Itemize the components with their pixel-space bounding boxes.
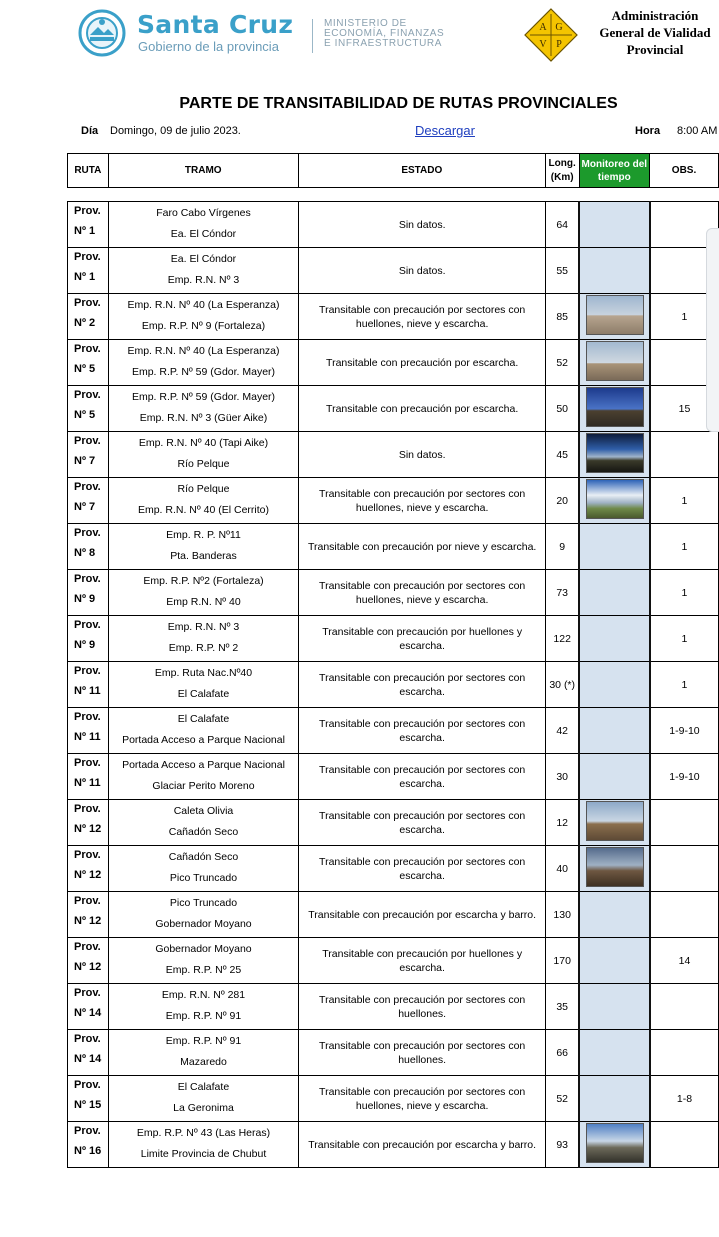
table-row bbox=[68, 754, 719, 800]
segment-cell bbox=[108, 984, 298, 1030]
length-cell: 52 bbox=[546, 340, 580, 386]
route-number: Nº 8 bbox=[74, 547, 96, 559]
route-cell bbox=[68, 938, 109, 984]
segment-end: Mazaredo bbox=[180, 1056, 227, 1068]
agency-line-2: General de Vialidad bbox=[599, 25, 711, 40]
table-row bbox=[68, 570, 719, 616]
route-cell bbox=[68, 202, 109, 248]
route-cell bbox=[68, 662, 109, 708]
segment-start: Gobernador Moyano bbox=[155, 943, 252, 955]
status-cell: Sin datos. bbox=[299, 202, 546, 248]
segment-cell bbox=[108, 1122, 298, 1168]
weather-camera-thumbnail[interactable] bbox=[586, 801, 644, 841]
length-cell: 73 bbox=[546, 570, 580, 616]
segment-end: Emp. R.N. Nº 3 bbox=[167, 274, 240, 286]
segment-end: Portada Acceso a Parque Nacional bbox=[122, 734, 285, 746]
time-label: Hora bbox=[635, 125, 661, 137]
route-prefix: Prov. bbox=[74, 205, 101, 217]
segment-start: Caleta Olivia bbox=[173, 805, 234, 817]
header-divider bbox=[312, 19, 313, 53]
route-cell bbox=[68, 432, 109, 478]
route-number: Nº 1 bbox=[74, 225, 96, 237]
length-cell: 30 bbox=[546, 754, 580, 800]
agvp-letter-a: A bbox=[539, 22, 547, 33]
segment-end: Río Pelque bbox=[177, 458, 230, 470]
length-cell: 12 bbox=[546, 800, 580, 846]
segment-cell bbox=[108, 892, 298, 938]
route-cell bbox=[68, 340, 109, 386]
table-row bbox=[68, 708, 719, 754]
table-row bbox=[68, 248, 719, 294]
segment-start: Ea. El Cóndor bbox=[170, 253, 237, 265]
ministry-line-2: ECONOMÍA, FINANZAS bbox=[324, 28, 445, 39]
status-cell: Sin datos. bbox=[299, 248, 546, 294]
table-row bbox=[68, 202, 719, 248]
status-cell: Transitable con precaución por sectores con huellones, nieve y escarcha. bbox=[299, 478, 546, 524]
route-prefix: Prov. bbox=[74, 711, 101, 723]
weather-monitor-cell bbox=[579, 754, 650, 800]
segment-start: Cañadón Seco bbox=[168, 851, 239, 863]
observations-cell: 1 bbox=[650, 662, 719, 708]
observations-cell bbox=[650, 432, 719, 478]
segment-end: Pico Truncado bbox=[169, 872, 238, 884]
length-cell: 45 bbox=[546, 432, 580, 478]
weather-monitor-cell bbox=[579, 1122, 650, 1168]
route-number: Nº 12 bbox=[74, 869, 102, 881]
weather-camera-thumbnail[interactable] bbox=[586, 387, 644, 427]
route-prefix: Prov. bbox=[74, 527, 101, 539]
route-number: Nº 14 bbox=[74, 1007, 102, 1019]
weather-monitor-cell bbox=[579, 340, 650, 386]
time-value: 8:00 AM bbox=[677, 125, 718, 137]
observations-cell bbox=[650, 800, 719, 846]
length-cell: 50 bbox=[546, 386, 580, 432]
table-row bbox=[68, 800, 719, 846]
segment-cell bbox=[108, 386, 298, 432]
observations-cell: 1 bbox=[650, 570, 719, 616]
weather-monitor-cell bbox=[579, 892, 650, 938]
route-prefix: Prov. bbox=[74, 481, 101, 493]
roads-table bbox=[67, 201, 719, 1168]
table-row bbox=[68, 892, 719, 938]
weather-monitor-cell bbox=[579, 570, 650, 616]
weather-camera-thumbnail[interactable] bbox=[586, 1123, 644, 1163]
route-prefix: Prov. bbox=[74, 895, 101, 907]
col-ruta: RUTA bbox=[68, 154, 109, 188]
segment-cell bbox=[108, 616, 298, 662]
col-obs: OBS. bbox=[650, 154, 719, 188]
route-cell bbox=[68, 1122, 109, 1168]
route-cell bbox=[68, 708, 109, 754]
weather-monitor-cell bbox=[579, 1030, 650, 1076]
download-link[interactable]: Descargar bbox=[415, 123, 475, 138]
status-cell: Transitable con precaución por sectores con escarcha. bbox=[299, 846, 546, 892]
table-row bbox=[68, 1030, 719, 1076]
segment-end: Emp. R.P. Nº 25 bbox=[165, 964, 242, 976]
route-prefix: Prov. bbox=[74, 573, 101, 585]
col-long bbox=[545, 154, 579, 188]
route-cell bbox=[68, 386, 109, 432]
route-cell bbox=[68, 1076, 109, 1122]
table-row bbox=[68, 432, 719, 478]
segment-cell bbox=[108, 524, 298, 570]
length-cell: 85 bbox=[546, 294, 580, 340]
route-number: Nº 11 bbox=[74, 685, 101, 697]
segment-end: Limite Provincia de Chubut bbox=[140, 1148, 267, 1160]
col-monitoreo-line-1: Monitoreo del bbox=[581, 158, 648, 170]
agency-name bbox=[585, 7, 719, 58]
observations-cell: 1-8 bbox=[650, 1076, 719, 1122]
route-prefix: Prov. bbox=[74, 849, 101, 861]
col-monitoreo-line-2: tiempo bbox=[597, 171, 631, 183]
segment-cell bbox=[108, 570, 298, 616]
observations-cell: 1 bbox=[650, 294, 719, 340]
route-prefix: Prov. bbox=[74, 941, 101, 953]
weather-camera-thumbnail[interactable] bbox=[586, 479, 644, 519]
ministry-line-3: E INFRAESTRUCTURA bbox=[324, 38, 442, 49]
segment-end: Glaciar Perito Moreno bbox=[152, 780, 255, 792]
weather-monitor-cell bbox=[579, 938, 650, 984]
weather-camera-thumbnail[interactable] bbox=[586, 433, 644, 473]
route-prefix: Prov. bbox=[74, 1033, 101, 1045]
table-row bbox=[68, 294, 719, 340]
agency-line-3: Provincial bbox=[626, 42, 684, 57]
route-cell bbox=[68, 800, 109, 846]
segment-cell bbox=[108, 294, 298, 340]
route-cell bbox=[68, 846, 109, 892]
status-cell: Transitable con precaución por escarcha y barro. bbox=[299, 892, 546, 938]
status-cell: Transitable con precaución por sectores con huellones. bbox=[299, 984, 546, 1030]
route-number: Nº 12 bbox=[74, 961, 102, 973]
route-number: Nº 5 bbox=[74, 409, 96, 421]
weather-monitor-cell bbox=[579, 432, 650, 478]
segment-cell bbox=[108, 340, 298, 386]
segment-start: Pico Truncado bbox=[169, 897, 238, 909]
segment-end: Emp. R.P. Nº 9 (Fortaleza) bbox=[141, 320, 266, 332]
route-prefix: Prov. bbox=[74, 757, 101, 769]
day-label: Día bbox=[81, 125, 99, 137]
weather-monitor-cell bbox=[579, 662, 650, 708]
route-prefix: Prov. bbox=[74, 803, 101, 815]
weather-monitor-cell bbox=[579, 524, 650, 570]
route-number: Nº 7 bbox=[74, 501, 96, 513]
route-number: Nº 5 bbox=[74, 363, 96, 375]
status-cell: Transitable con precaución por sectores con huellones, nieve y escarcha. bbox=[299, 294, 546, 340]
segment-cell bbox=[108, 846, 298, 892]
segment-end: Emp R.N. Nº 40 bbox=[166, 596, 241, 608]
segment-cell bbox=[108, 708, 298, 754]
col-monitoreo bbox=[579, 154, 649, 188]
route-prefix: Prov. bbox=[74, 619, 101, 631]
segment-end: La Geronima bbox=[173, 1102, 234, 1114]
status-cell: Transitable con precaución por sectores con escarcha. bbox=[299, 662, 546, 708]
weather-monitor-cell bbox=[579, 984, 650, 1030]
length-cell: 52 bbox=[546, 1076, 580, 1122]
segment-cell bbox=[108, 478, 298, 524]
segment-start: Portada Acceso a Parque Nacional bbox=[122, 759, 285, 771]
route-number: Nº 15 bbox=[74, 1099, 102, 1111]
segment-start: Emp. R.P. Nº 91 bbox=[165, 1035, 242, 1047]
route-cell bbox=[68, 478, 109, 524]
table-row bbox=[68, 478, 719, 524]
segment-cell bbox=[108, 1076, 298, 1122]
document-title: PARTE DE TRANSITABILIDAD DE RUTAS PROVINCIALES bbox=[179, 95, 618, 112]
route-prefix: Prov. bbox=[74, 987, 101, 999]
length-cell: 35 bbox=[546, 984, 580, 1030]
status-cell: Transitable con precaución por sectores con huellones, nieve y escarcha. bbox=[299, 1076, 546, 1122]
observations-cell bbox=[650, 846, 719, 892]
segment-end: Emp. R.N. Nº 40 (El Cerrito) bbox=[137, 504, 269, 516]
segment-start: Emp. R.P. Nº2 (Fortaleza) bbox=[143, 575, 264, 587]
segment-start: Emp. R. P. Nº11 bbox=[166, 529, 241, 541]
weather-monitor-cell bbox=[579, 846, 650, 892]
segment-end: El Calafate bbox=[177, 688, 230, 700]
observations-cell: 14 bbox=[650, 938, 719, 984]
route-prefix: Prov. bbox=[74, 1125, 101, 1137]
route-prefix: Prov. bbox=[74, 343, 101, 355]
route-number: Nº 2 bbox=[74, 317, 96, 329]
ministry-line-1: MINISTERIO DE bbox=[324, 18, 407, 29]
route-cell bbox=[68, 616, 109, 662]
observations-cell bbox=[650, 1030, 719, 1076]
observations-cell: 1-9-10 bbox=[650, 708, 719, 754]
observations-cell: 1 bbox=[650, 478, 719, 524]
status-cell: Transitable con precaución por sectores con escarcha. bbox=[299, 708, 546, 754]
route-cell bbox=[68, 892, 109, 938]
segment-end: Pta. Banderas bbox=[170, 550, 237, 562]
weather-monitor-cell bbox=[579, 1076, 650, 1122]
table-header bbox=[67, 153, 719, 188]
route-prefix: Prov. bbox=[74, 665, 101, 677]
length-cell: 42 bbox=[546, 708, 580, 754]
agency-line-1: Administración bbox=[611, 8, 699, 23]
segment-start: Emp. R.P. Nº 59 (Gdor. Mayer) bbox=[131, 391, 276, 403]
route-number: Nº 14 bbox=[74, 1053, 102, 1065]
weather-monitor-cell bbox=[579, 202, 650, 248]
table-row bbox=[68, 616, 719, 662]
segment-cell bbox=[108, 800, 298, 846]
santa-cruz-seal-icon bbox=[78, 9, 126, 57]
weather-camera-thumbnail[interactable] bbox=[586, 295, 644, 335]
segment-cell bbox=[108, 754, 298, 800]
col-long-line-1: Long. bbox=[548, 158, 576, 169]
agvp-diamond-logo-icon bbox=[524, 8, 578, 62]
route-cell bbox=[68, 1030, 109, 1076]
length-cell: 122 bbox=[546, 616, 580, 662]
length-cell: 66 bbox=[546, 1030, 580, 1076]
route-cell bbox=[68, 754, 109, 800]
table-row bbox=[68, 524, 719, 570]
observations-cell bbox=[650, 984, 719, 1030]
segment-cell bbox=[108, 248, 298, 294]
observations-cell: 1-9-10 bbox=[650, 754, 719, 800]
route-prefix: Prov. bbox=[74, 251, 101, 263]
province-name: Santa Cruz bbox=[137, 10, 294, 39]
table-row bbox=[68, 984, 719, 1030]
segment-start: Emp. R.N. Nº 40 (Tapi Aike) bbox=[138, 437, 269, 449]
route-cell bbox=[68, 294, 109, 340]
page-header bbox=[0, 0, 719, 70]
col-tramo: TRAMO bbox=[108, 154, 298, 188]
segment-start: Emp. R.N. Nº 3 bbox=[167, 621, 240, 633]
segment-cell bbox=[108, 432, 298, 478]
status-cell: Transitable con precaución por sectores con escarcha. bbox=[299, 800, 546, 846]
segment-end: Emp. R.N. Nº 3 (Güer Aike) bbox=[139, 412, 268, 424]
route-number: Nº 11 bbox=[74, 731, 101, 743]
status-cell: Transitable con precaución por escarcha y barro. bbox=[299, 1122, 546, 1168]
segment-end: Cañadón Seco bbox=[168, 826, 239, 838]
agvp-letter-v: V bbox=[539, 39, 547, 50]
weather-monitor-cell bbox=[579, 386, 650, 432]
route-number: Nº 12 bbox=[74, 915, 102, 927]
weather-camera-thumbnail[interactable] bbox=[586, 341, 644, 381]
segment-end: Ea. El Cóndor bbox=[170, 228, 237, 240]
segment-end: Emp. R.P. Nº 91 bbox=[165, 1010, 242, 1022]
route-cell bbox=[68, 570, 109, 616]
province-subtitle: Gobierno de la provincia bbox=[138, 39, 279, 54]
status-cell: Transitable con precaución por sectores con escarcha. bbox=[299, 754, 546, 800]
day-value: Domingo, 09 de julio 2023. bbox=[110, 125, 241, 137]
segment-start: Emp. R.N. Nº 281 bbox=[161, 989, 246, 1001]
agvp-letter-p: P bbox=[556, 39, 562, 50]
table-row bbox=[68, 1122, 719, 1168]
length-cell: 170 bbox=[546, 938, 580, 984]
weather-monitor-cell bbox=[579, 294, 650, 340]
segment-start: Emp. R.P. Nº 43 (Las Heras) bbox=[136, 1127, 271, 1139]
segment-start: Emp. Ruta Nac.Nº40 bbox=[154, 667, 253, 679]
status-cell: Transitable con precaución por huellones y escarcha. bbox=[299, 938, 546, 984]
status-cell: Transitable con precaución por escarcha. bbox=[299, 340, 546, 386]
segment-cell bbox=[108, 202, 298, 248]
side-scroll-widget[interactable] bbox=[706, 228, 719, 432]
weather-monitor-cell bbox=[579, 248, 650, 294]
table-row bbox=[68, 386, 719, 432]
table-row bbox=[68, 938, 719, 984]
route-prefix: Prov. bbox=[74, 389, 101, 401]
segment-start: Emp. R.N. Nº 40 (La Esperanza) bbox=[127, 299, 280, 311]
segment-cell bbox=[108, 938, 298, 984]
status-cell: Transitable con precaución por escarcha. bbox=[299, 386, 546, 432]
length-cell: 64 bbox=[546, 202, 580, 248]
route-prefix: Prov. bbox=[74, 1079, 101, 1091]
agvp-letter-g: G bbox=[555, 22, 563, 33]
route-prefix: Prov. bbox=[74, 435, 101, 447]
observations-cell bbox=[650, 892, 719, 938]
weather-camera-thumbnail[interactable] bbox=[586, 847, 644, 887]
weather-monitor-cell bbox=[579, 478, 650, 524]
observations-cell: 1 bbox=[650, 616, 719, 662]
segment-start: Río Pelque bbox=[177, 483, 230, 495]
route-number: Nº 7 bbox=[74, 455, 96, 467]
segment-start: El Calafate bbox=[177, 713, 230, 725]
segment-start: El Calafate bbox=[177, 1081, 230, 1093]
segment-end: Emp. R.P. Nº 59 (Gdor. Mayer) bbox=[131, 366, 276, 378]
route-number: Nº 16 bbox=[74, 1145, 102, 1157]
length-cell: 9 bbox=[546, 524, 580, 570]
segment-end: Gobernador Moyano bbox=[155, 918, 252, 930]
length-cell: 20 bbox=[546, 478, 580, 524]
status-cell: Transitable con precaución por sectores con huellones. bbox=[299, 1030, 546, 1076]
segment-start: Emp. R.N. Nº 40 (La Esperanza) bbox=[127, 345, 280, 357]
segment-end: Emp. R.P. Nº 2 bbox=[168, 642, 239, 654]
length-cell: 93 bbox=[546, 1122, 580, 1168]
col-estado: ESTADO bbox=[298, 154, 545, 188]
route-number: Nº 11 bbox=[74, 777, 101, 789]
table-row bbox=[68, 340, 719, 386]
observations-cell: 1 bbox=[650, 524, 719, 570]
length-cell: 40 bbox=[546, 846, 580, 892]
weather-monitor-cell bbox=[579, 708, 650, 754]
route-number: Nº 9 bbox=[74, 593, 96, 605]
route-cell bbox=[68, 984, 109, 1030]
observations-cell: 15 bbox=[650, 386, 719, 432]
segment-cell bbox=[108, 1030, 298, 1076]
route-number: Nº 9 bbox=[74, 639, 96, 651]
observations-cell bbox=[650, 1122, 719, 1168]
weather-monitor-cell bbox=[579, 616, 650, 662]
route-number: Nº 1 bbox=[74, 271, 96, 283]
length-cell: 55 bbox=[546, 248, 580, 294]
status-cell: Sin datos. bbox=[299, 432, 546, 478]
route-prefix: Prov. bbox=[74, 297, 101, 309]
segment-start: Faro Cabo Vírgenes bbox=[156, 207, 251, 219]
weather-monitor-cell bbox=[579, 800, 650, 846]
route-cell bbox=[68, 248, 109, 294]
route-cell bbox=[68, 524, 109, 570]
route-number: Nº 12 bbox=[74, 823, 102, 835]
status-cell: Transitable con precaución por nieve y escarcha. bbox=[299, 524, 546, 570]
length-cell: 130 bbox=[546, 892, 580, 938]
status-cell: Transitable con precaución por sectores con huellones, nieve y escarcha. bbox=[299, 570, 546, 616]
ministry-name bbox=[324, 19, 444, 49]
table-row bbox=[68, 846, 719, 892]
table-row bbox=[68, 662, 719, 708]
length-cell: 30 (*) bbox=[546, 662, 580, 708]
segment-cell bbox=[108, 662, 298, 708]
col-long-line-2: (Km) bbox=[550, 172, 574, 183]
status-cell: Transitable con precaución por huellones y escarcha. bbox=[299, 616, 546, 662]
table-row bbox=[68, 1076, 719, 1122]
